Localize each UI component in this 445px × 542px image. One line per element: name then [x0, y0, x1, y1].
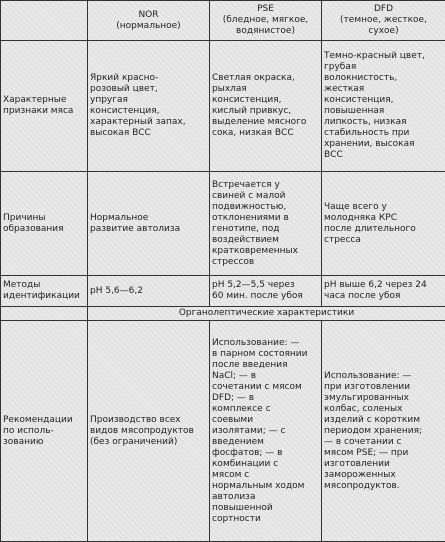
row-methods: [1, 276, 445, 307]
header-row: [1, 1, 445, 41]
cell-pse-causes: [210, 172, 322, 276]
cell-text: Причины образования: [3, 213, 64, 234]
cell-text: DFD (темное, жесткое, сухое): [340, 4, 427, 36]
cell-text: PSE (бледное, мягкое, водянистое): [223, 4, 309, 36]
cell-text: Использование: — при изготовлении эмульгированных колбас, соленых изделий с коротким периодом хранения; — в сочетании с мясом PSE; — при изготовлении замороженных мясопродуктов.: [324, 371, 422, 491]
row-organoleptic: [1, 307, 445, 321]
cell-nor-causes: [88, 172, 210, 276]
header-nor: [88, 1, 210, 41]
subheader-organoleptic: [88, 307, 445, 321]
cell-pse-recommendations: [210, 321, 322, 542]
cell-text: Органолептические характеристики: [179, 308, 354, 318]
cell-text: Использование: — в парном состоянии после введения NaCl; — в сочетании с мясом DFD; — в комплексе с соевыми изолятами; — с введением фосфатов; — в комбинации с мясом с нормальным ходом автолиза повышенной сортности: [212, 338, 307, 524]
row-label-organoleptic-empty: [1, 307, 88, 321]
cell-text: Нормальное развитие автолиза: [90, 213, 180, 234]
cell-pse-characteristics: [210, 41, 322, 172]
cell-text: pH выше 6,2 через 24 часа после убоя: [324, 280, 427, 301]
cell-text: Характерные признаки мяса: [3, 95, 73, 116]
cell-text: Методы идентификации: [3, 280, 80, 301]
header-pse: [210, 1, 322, 41]
row-label-methods: [1, 276, 88, 307]
cell-text: pH 5,6—6,2: [90, 286, 143, 296]
cell-nor-recommendations: [88, 321, 210, 542]
cell-dfd-methods: [322, 276, 445, 307]
cell-dfd-recommendations: [322, 321, 445, 542]
header-dfd: [322, 1, 445, 41]
cell-text: Чаще всего у молодняка КРС после длительного стресса: [324, 202, 416, 245]
cell-text: Светлая окраска, рыхлая консистенция, кислый привкус, выделение мясного сока, низкая ВСС: [212, 73, 306, 138]
cell-text: Яркий красно- розовый цвет, упругая консистенция, характерный запах, высокая ВСС: [90, 73, 186, 138]
row-causes: [1, 172, 445, 276]
row-characteristics: [1, 41, 445, 172]
cell-dfd-characteristics: [322, 41, 445, 172]
row-label-characteristics: [1, 41, 88, 172]
row-recommendations: [1, 321, 445, 542]
cell-nor-characteristics: [88, 41, 210, 172]
cell-text: pH 5,2—5,5 через 60 мин. после убоя: [212, 280, 303, 301]
row-label-causes: [1, 172, 88, 276]
row-label-recommendations: [1, 321, 88, 542]
cell-text: Производство всех видов мясопродуктов (без ограничений): [90, 415, 194, 447]
cell-text: Рекомендации по исполь- зованию: [3, 415, 73, 447]
cell-dfd-causes: [322, 172, 445, 276]
cell-text: Темно-красный цвет, грубая волокнистость, жесткая консистенция, повышенная липкость, низкая стабильность при хранении, высокая ВСС: [324, 51, 425, 160]
cell-text: NOR (нормальное): [116, 10, 180, 31]
cell-nor-methods: [88, 276, 210, 307]
cell-text: Встречается у свиней с малой подвижностью, отклонениями в генотипе, под воздействием кратковременных стрессов: [212, 180, 298, 267]
header-empty: [1, 1, 88, 41]
cell-pse-methods: [210, 276, 322, 307]
